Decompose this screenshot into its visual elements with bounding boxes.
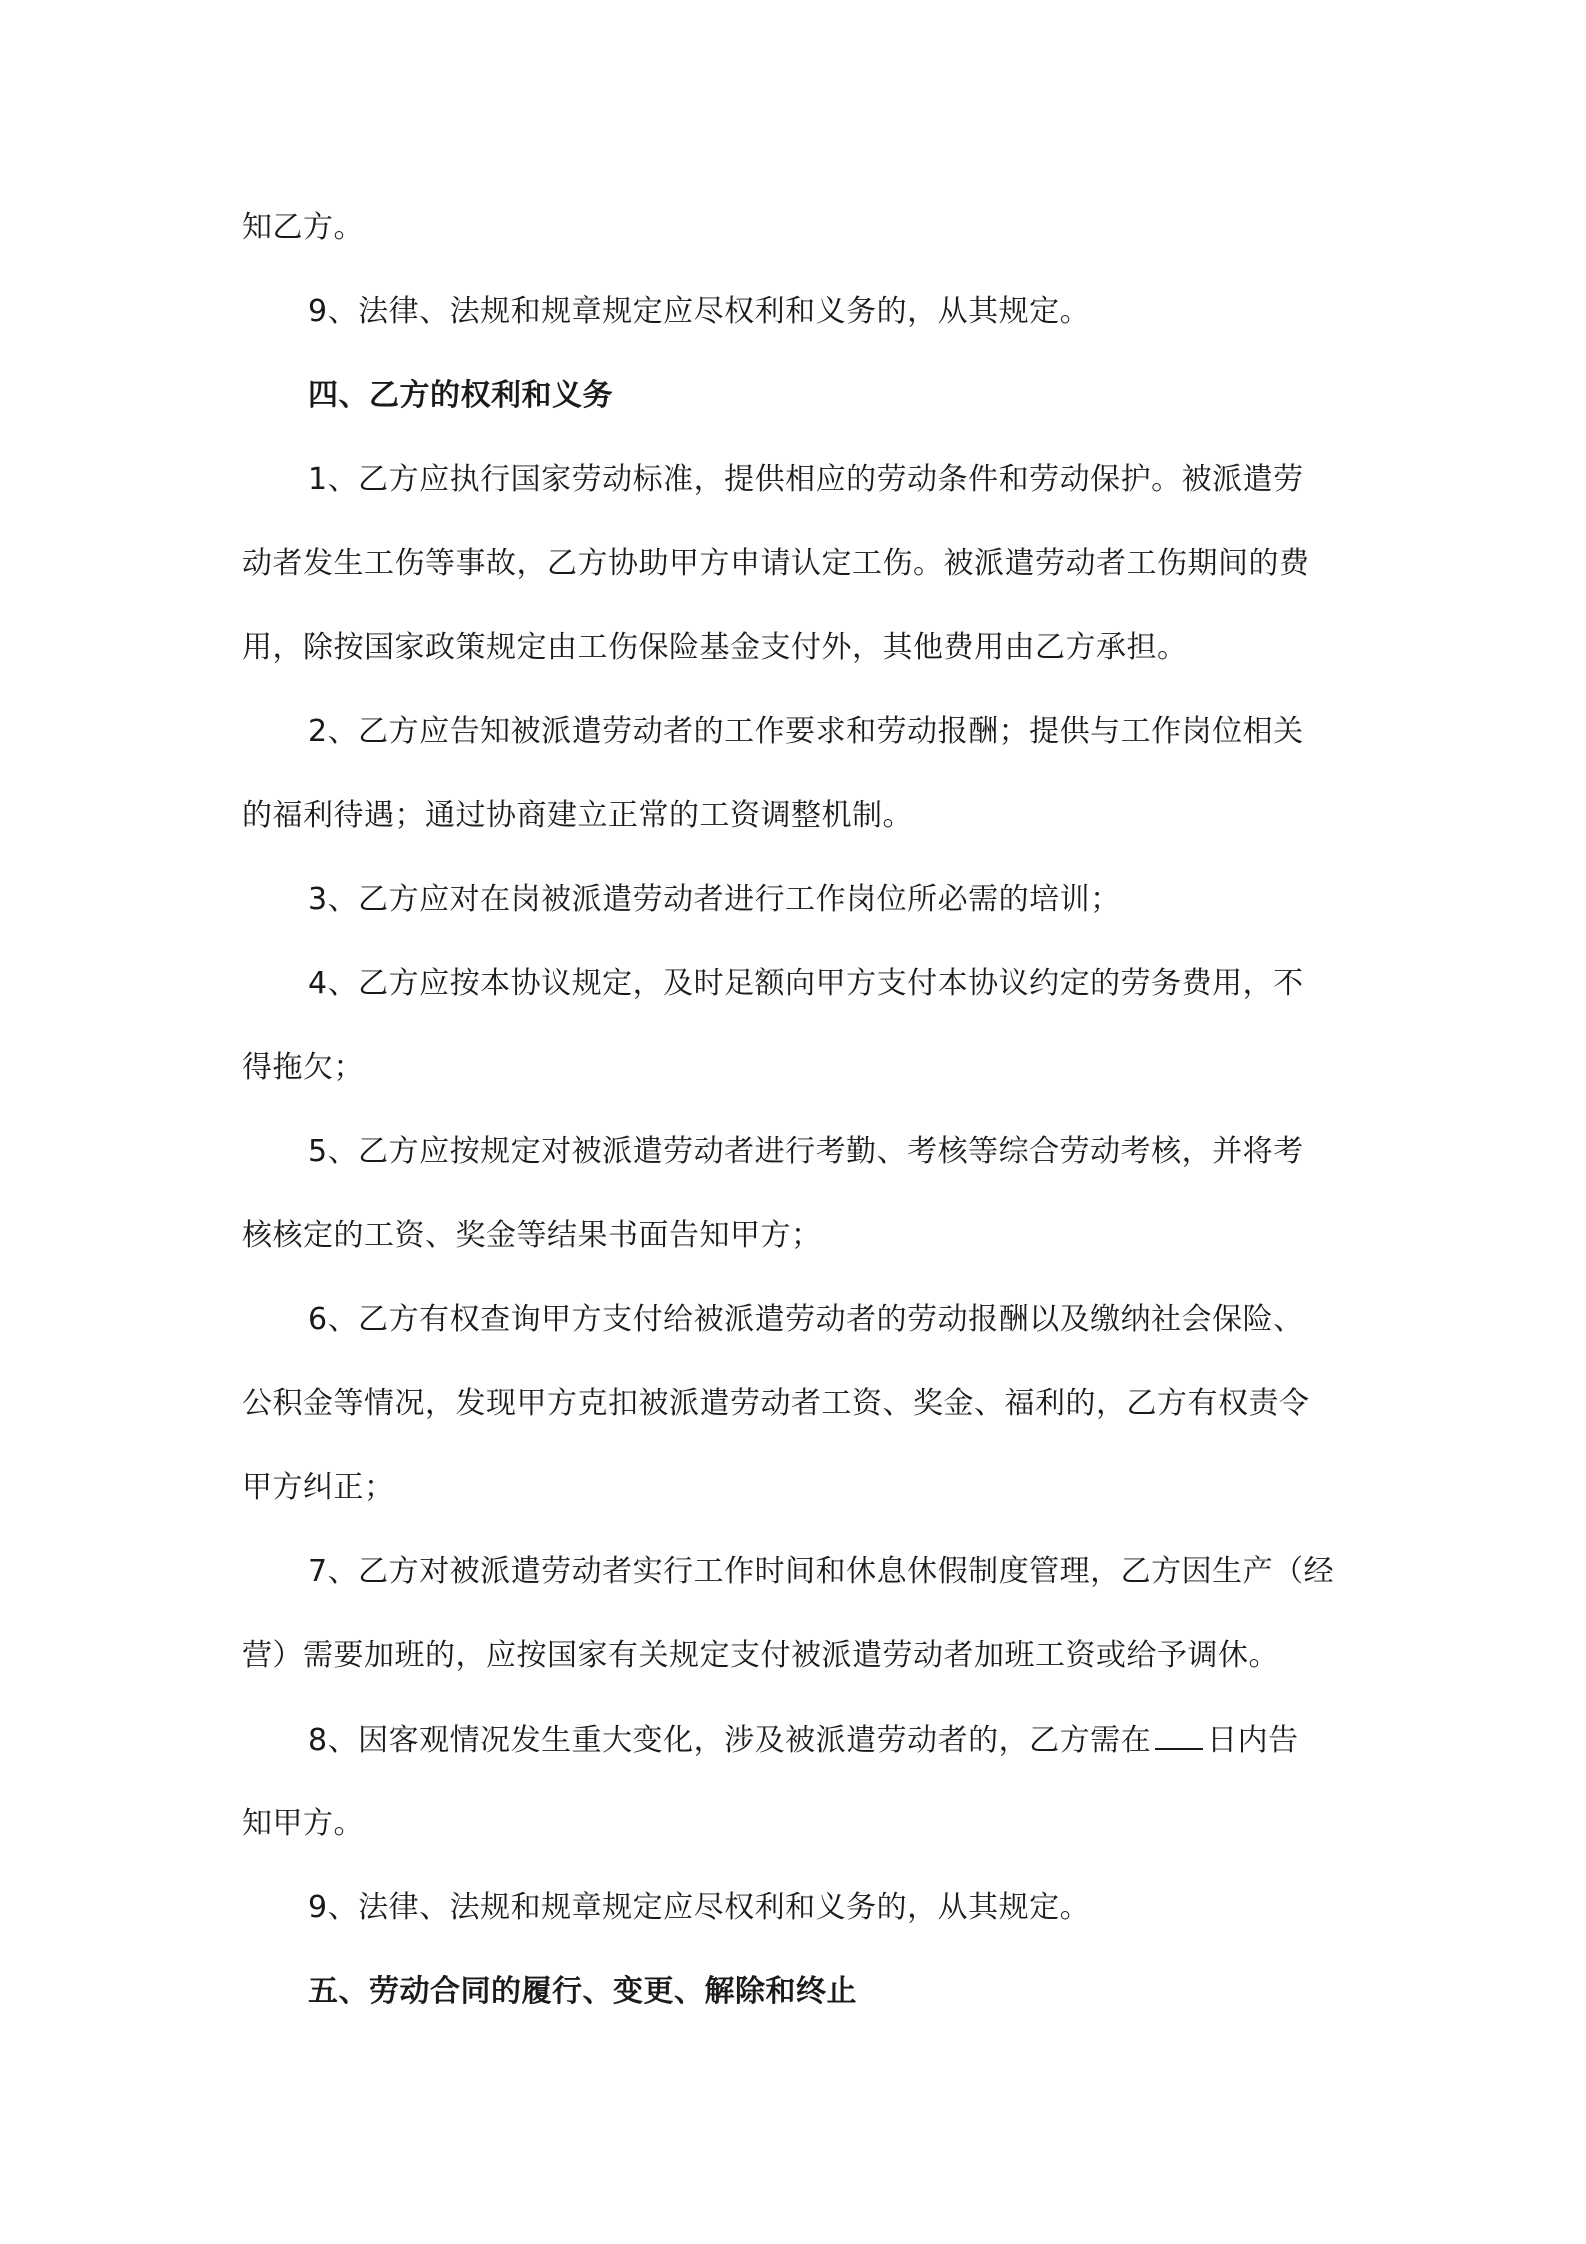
paragraph-line: 9、法律、法规和规章规定应尽权利和义务的，从其规定。 <box>308 294 1091 329</box>
paragraph-line: 核核定的工资、奖金等结果书面告知甲方； <box>242 1218 822 1253</box>
paragraph-line: 6、乙方有权查询甲方支付给被派遣劳动者的劳动报酬以及缴纳社会保险、 <box>308 1302 1304 1337</box>
paragraph-line: 甲方纠正； <box>242 1470 395 1505</box>
paragraph-line: 营）需要加班的，应按国家有关规定支付被派遣劳动者加班工资或给予调休。 <box>242 1638 1279 1673</box>
paragraph-line: 9、法律、法规和规章规定应尽权利和义务的，从其规定。 <box>308 1890 1091 1925</box>
paragraph-line: 3、乙方应对在岗被派遣劳动者进行工作岗位所必需的培训； <box>308 882 1121 917</box>
section-heading: 五、劳动合同的履行、变更、解除和终止 <box>308 1974 857 2009</box>
paragraph-line: 动者发生工伤等事故，乙方协助甲方申请认定工伤。被派遣劳动者工伤期间的费 <box>242 546 1310 581</box>
paragraph-line: 的福利待遇；通过协商建立正常的工资调整机制。 <box>242 798 913 833</box>
paragraph-line: 7、乙方对被派遣劳动者实行工作时间和休息休假制度管理，乙方因生产（经 <box>308 1554 1335 1589</box>
paragraph-line: 知甲方。 <box>242 1806 364 1841</box>
paragraph-line: 4、乙方应按本协议规定，及时足额向甲方支付本协议约定的劳务费用，不 <box>308 966 1304 1001</box>
paragraph-line: 2、乙方应告知被派遣劳动者的工作要求和劳动报酬；提供与工作岗位相关 <box>308 714 1304 749</box>
paragraph-line: 得拖欠； <box>242 1050 364 1085</box>
paragraph-text: 8、因客观情况发生重大变化，涉及被派遣劳动者的，乙方需在 <box>308 1723 1152 1758</box>
paragraph-line: 5、乙方应按规定对被派遣劳动者进行考勤、考核等综合劳动考核，并将考 <box>308 1134 1304 1169</box>
paragraph-line: 公积金等情况，发现甲方克扣被派遣劳动者工资、奖金、福利的，乙方有权责令 <box>242 1386 1310 1421</box>
paragraph-text: 日内告 <box>1207 1723 1299 1758</box>
paragraph-line: 用，除按国家政策规定由工伤保险基金支付外，其他费用由乙方承担。 <box>242 630 1188 665</box>
fill-in-blank <box>1155 1720 1203 1750</box>
paragraph-line: 知乙方。 <box>242 210 364 245</box>
paragraph-line <box>308 1720 1368 1760</box>
section-heading: 四、乙方的权利和义务 <box>308 378 613 413</box>
paragraph-line: 1、乙方应执行国家劳动标准，提供相应的劳动条件和劳动保护。被派遣劳 <box>308 462 1304 497</box>
